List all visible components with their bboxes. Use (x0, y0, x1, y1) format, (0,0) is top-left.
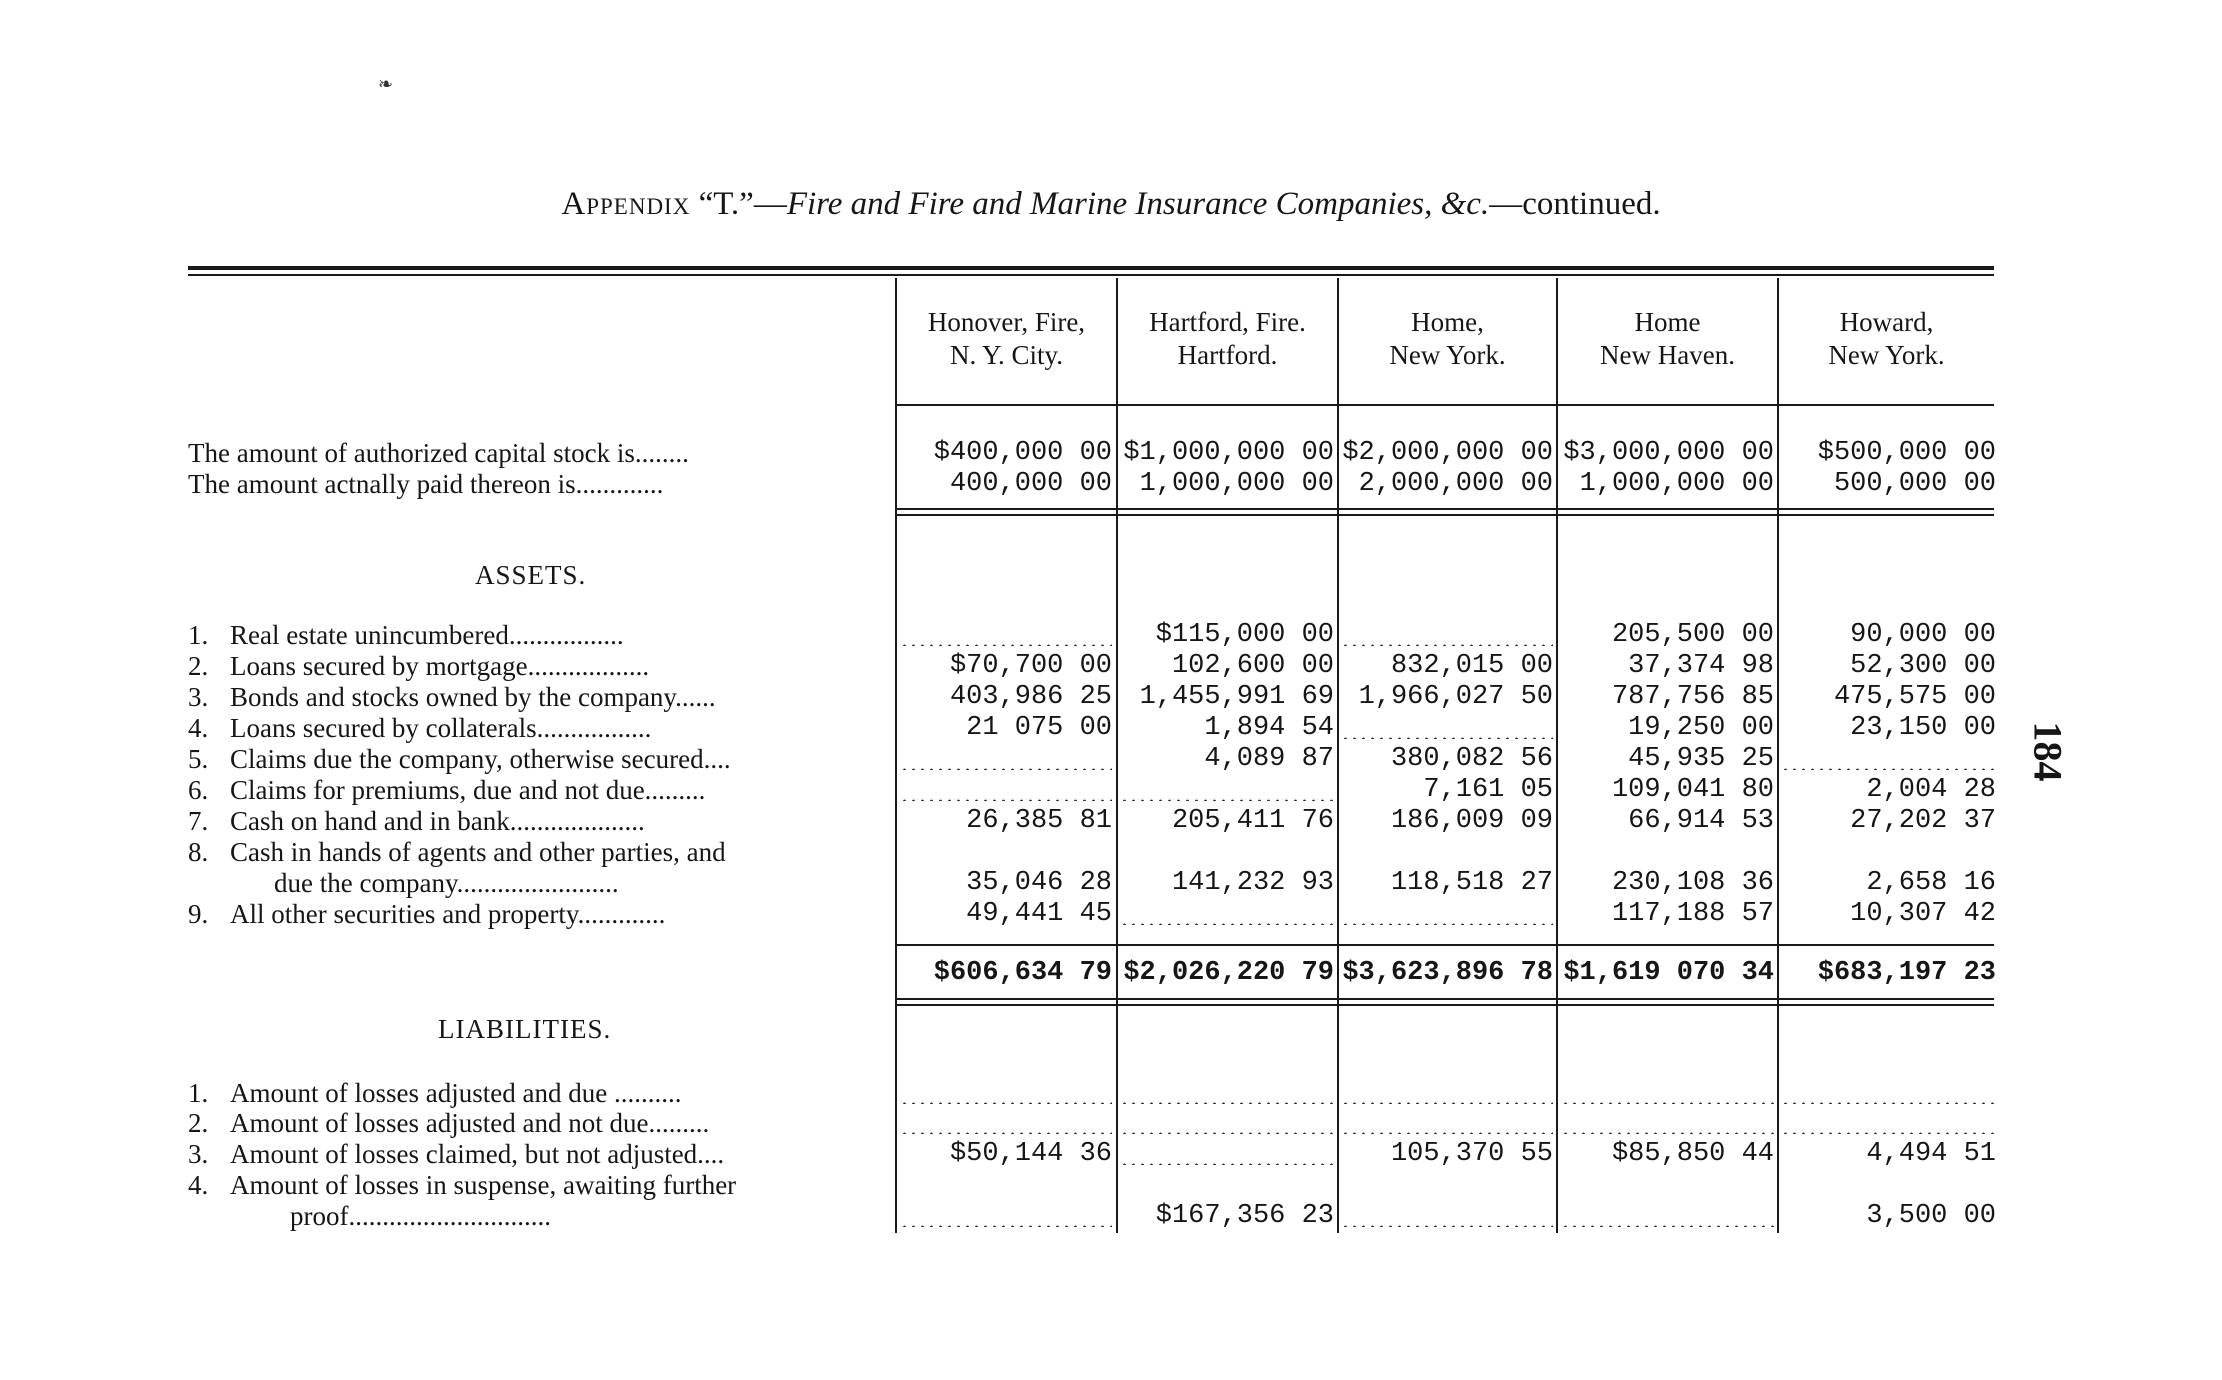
column-header-howard (1779, 306, 1994, 372)
assets-value-cell: 380,082 56 (1390, 744, 1553, 774)
assets-value-cell: 1,966,027 50 (1358, 682, 1553, 712)
assets-value-cell: 205,500 00 (1611, 620, 1774, 650)
asset-row-label (188, 651, 649, 682)
assets-value-cell: 117,188 57 (1611, 899, 1774, 929)
assets-value-cell: 23,150 00 (1850, 713, 1996, 743)
assets-value-cell: 37,374 98 (1628, 651, 1774, 681)
assets-value-cell: 7,161 05 (1423, 775, 1553, 805)
row-number: 1. (188, 1078, 209, 1108)
asset-row-label (188, 713, 651, 744)
liability-row-label (188, 1139, 724, 1170)
leader-dots (1120, 1132, 1334, 1134)
liability-row-label-continued (290, 1201, 551, 1232)
assets-value-cell: 66,914 53 (1628, 806, 1774, 836)
leader-dots (1561, 1225, 1774, 1227)
assets-value-cell: 205,411 76 (1171, 806, 1334, 836)
capital-value-cell: 400,000 00 (949, 469, 1112, 499)
capital-rule-1 (895, 508, 1994, 510)
assets-total-cell: $606,634 79 (933, 958, 1112, 988)
row-number: 9. (188, 899, 209, 929)
capital-value-cell: $2,000,000 00 (1342, 438, 1553, 468)
title-lead: Appendix (561, 186, 691, 222)
assets-value-cell: 35,046 28 (966, 868, 1112, 898)
assets-value-cell: 186,009 09 (1390, 806, 1553, 836)
asset-row-label (188, 620, 624, 651)
assets-total-cell: $683,197 23 (1817, 958, 1996, 988)
column-header-honover (897, 306, 1116, 372)
assets-value-cell: 2,658 16 (1866, 868, 1996, 898)
total-rule-bottom-1 (895, 998, 1994, 1000)
row-text: Cash on hand and in bank.................... (230, 806, 645, 836)
row-text: Real estate unincumbered................. (230, 620, 624, 650)
top-rule-thin (188, 274, 1994, 276)
liabilities-heading: LIABILITIES. (438, 1014, 612, 1044)
liabilities-value-cell: $85,850 44 (1611, 1139, 1774, 1169)
row-text: Amount of losses adjusted and due .......... (230, 1078, 682, 1108)
liabilities-value-cell: $50,144 36 (949, 1139, 1112, 1169)
row-number: 7. (188, 806, 209, 836)
row-text: Loans secured by mortgage.................. (230, 651, 650, 681)
capital-value-cell: $400,000 00 (933, 438, 1112, 468)
capital-value-cell: $1,000,000 00 (1123, 438, 1334, 468)
column-header-home-nh (1558, 306, 1777, 372)
assets-value-cell: 1,894 54 (1204, 713, 1334, 743)
column-header-line2: New York. (1389, 340, 1506, 370)
row-text: Loans secured by collaterals................. (230, 713, 652, 743)
assets-value-cell: 4,089 87 (1204, 744, 1334, 774)
assets-value-cell: 1,455,991 69 (1139, 682, 1334, 712)
leader-dots (1341, 644, 1553, 646)
row-number: 3. (188, 682, 209, 712)
liabilities-value-cell: 4,494 51 (1866, 1139, 1996, 1169)
assets-value-cell: 19,250 00 (1628, 713, 1774, 743)
capital-value-cell: $3,000,000 00 (1563, 438, 1774, 468)
row-text: Amount of losses adjusted and not due......... (230, 1108, 710, 1138)
liabilities-value-cell: $167,356 23 (1155, 1201, 1334, 1231)
row-text: proof.............................. (290, 1201, 551, 1231)
row-text: Amount of losses claimed, but not adjusted.... (230, 1139, 725, 1169)
assets-value-cell: 21 075 00 (966, 713, 1112, 743)
asset-row-label (188, 682, 716, 713)
assets-value-cell: 109,041 80 (1611, 775, 1774, 805)
capital-value-cell: 500,000 00 (1833, 469, 1996, 499)
col-divider-1 (895, 278, 897, 1233)
asset-row-label (188, 744, 731, 775)
row-number: 4. (188, 713, 209, 743)
liabilities-value-cell: 105,370 55 (1390, 1139, 1553, 1169)
title-tail: —continued. (1489, 186, 1661, 222)
leader-dots (1781, 768, 1996, 770)
leader-dots (900, 768, 1112, 770)
title-quote: “T.”— (690, 186, 787, 222)
column-header-line1: Honover, Fire, (927, 307, 1086, 337)
leader-dots (900, 799, 1112, 801)
assets-value-cell: 787,756 85 (1611, 682, 1774, 712)
total-rule-top (895, 944, 1994, 946)
page-number: 184 (2025, 721, 2071, 782)
column-header-line1: Hartford, Fire. (1149, 307, 1306, 337)
column-header-hartford (1118, 306, 1337, 372)
assets-value-cell: $70,700 00 (949, 651, 1112, 681)
column-header-home-ny (1339, 306, 1556, 372)
leader-dots (900, 1132, 1112, 1134)
leader-dots (1781, 1132, 1996, 1134)
liability-row-label (188, 1170, 736, 1201)
row-text: Claims due the company, otherwise secured.... (230, 744, 731, 774)
leader-dots (1561, 1102, 1774, 1104)
assets-value-cell: 118,518 27 (1390, 868, 1553, 898)
column-header-line1: Home, (1411, 307, 1484, 337)
leader-dots (1341, 737, 1553, 739)
liability-row-label (188, 1108, 709, 1139)
printer-ornament: ❧ (378, 74, 394, 94)
assets-value-cell: 90,000 00 (1850, 620, 1996, 650)
assets-total-cell: $1,619 070 34 (1563, 958, 1774, 988)
col-divider-3 (1337, 278, 1339, 1233)
liability-row-label (188, 1078, 681, 1109)
column-header-line2: New Haven. (1600, 340, 1735, 370)
capital-value-cell: 1,000,000 00 (1139, 469, 1334, 499)
assets-value-cell: $115,000 00 (1155, 620, 1334, 650)
assets-total-cell: $3,623,896 78 (1342, 958, 1553, 988)
row-text: Bonds and stocks owned by the company...... (230, 682, 716, 712)
title-italic: Fire and Fire and Marine Insurance Companies, &c. (786, 186, 1490, 222)
assets-value-cell: 832,015 00 (1390, 651, 1553, 681)
assets-value-cell: 27,202 37 (1850, 806, 1996, 836)
row-text: Amount of losses in suspense, awaiting further (230, 1170, 737, 1200)
row-text: due the company........................ (274, 868, 619, 898)
capital-value-cell: 2,000,000 00 (1358, 469, 1553, 499)
page-title (0, 186, 2222, 223)
row-text: Cash in hands of agents and other parties, and (230, 837, 726, 867)
assets-value-cell: 141,232 93 (1171, 868, 1334, 898)
leader-dots (1341, 1132, 1553, 1134)
column-header-line1: Home (1634, 307, 1701, 337)
top-rule-thick (188, 266, 1994, 270)
leader-dots (900, 1225, 1112, 1227)
assets-value-cell: 2,004 28 (1866, 775, 1996, 805)
assets-value-cell: 49,441 45 (966, 899, 1112, 929)
column-header-line1: Howard, (1839, 307, 1934, 337)
row-number: 2. (188, 1108, 209, 1138)
row-number: 5. (188, 744, 209, 774)
asset-row-label (188, 837, 726, 868)
total-rule-bottom-2 (895, 1004, 1994, 1006)
assets-value-cell: 52,300 00 (1850, 651, 1996, 681)
assets-value-cell: 230,108 36 (1611, 868, 1774, 898)
liabilities-value-cell: 3,500 00 (1866, 1201, 1996, 1231)
assets-value-cell: 10,307 42 (1850, 899, 1996, 929)
leader-dots (1120, 1163, 1334, 1165)
capital-row-label: The amount actnally paid thereon is............. (188, 469, 664, 499)
row-text: All other securities and property............. (230, 899, 666, 929)
leader-dots (1120, 799, 1334, 801)
leader-dots (1341, 1102, 1553, 1104)
row-number: 2. (188, 651, 209, 681)
assets-total-cell: $2,026,220 79 (1123, 958, 1334, 988)
capital-row-label: The amount of authorized capital stock is........ (188, 438, 689, 468)
row-number: 3. (188, 1139, 209, 1169)
capital-rule-2 (895, 514, 1994, 516)
assets-value-cell: 102,600 00 (1171, 651, 1334, 681)
leader-dots (1120, 923, 1334, 925)
row-number: 6. (188, 775, 209, 805)
col-divider-4 (1556, 278, 1558, 1233)
leader-dots (1120, 1102, 1334, 1104)
column-header-line2: N. Y. City. (949, 340, 1064, 370)
assets-value-cell: 403,986 25 (949, 682, 1112, 712)
asset-row-label-continued (274, 868, 619, 899)
leader-dots (1341, 923, 1553, 925)
header-rule (895, 404, 1994, 406)
leader-dots (900, 644, 1112, 646)
assets-heading: ASSETS. (475, 560, 587, 590)
leader-dots (1341, 1225, 1553, 1227)
asset-row-label (188, 899, 665, 930)
leader-dots (1561, 1132, 1774, 1134)
leader-dots (1781, 1102, 1996, 1104)
leader-dots (900, 1102, 1112, 1104)
assets-value-cell: 45,935 25 (1628, 744, 1774, 774)
asset-row-label (188, 806, 645, 837)
row-text: Claims for premiums, due and not due......... (230, 775, 706, 805)
col-divider-2 (1116, 278, 1118, 1233)
capital-value-cell: 1,000,000 00 (1579, 469, 1774, 499)
column-header-line2: Hartford. (1177, 340, 1278, 370)
column-header-line2: New York. (1828, 340, 1945, 370)
assets-value-cell: 475,575 00 (1833, 682, 1996, 712)
asset-row-label (188, 775, 705, 806)
row-number: 4. (188, 1170, 209, 1200)
row-number: 8. (188, 837, 209, 867)
col-divider-5 (1777, 278, 1779, 1233)
row-number: 1. (188, 620, 209, 650)
capital-value-cell: $500,000 00 (1817, 438, 1996, 468)
assets-value-cell: 26,385 81 (966, 806, 1112, 836)
